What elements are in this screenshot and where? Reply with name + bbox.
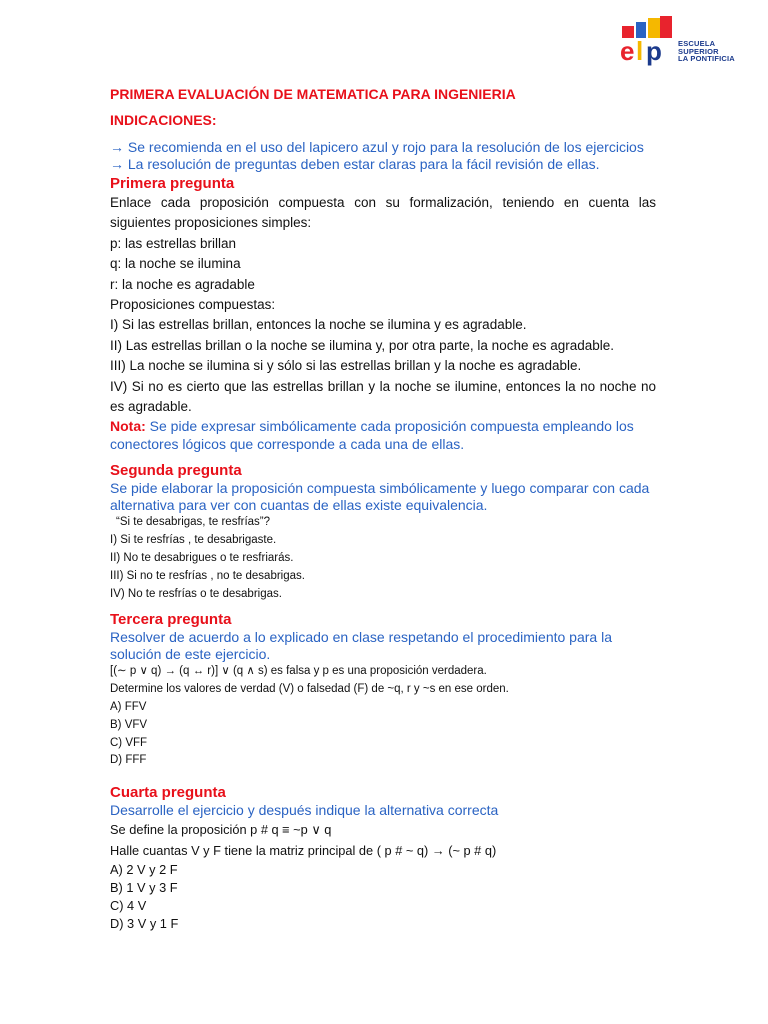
q4-halle: Halle cuantas V y F tiene la matriz principal de ( p # ~ q) → (~ p # q) bbox=[110, 843, 497, 859]
indicaciones-label: INDICACIONES: bbox=[110, 112, 217, 128]
q4-option: C) 4 V bbox=[110, 898, 147, 914]
q3-instruction: Resolver de acuerdo a lo explicado en clase respetando el procedimiento para la solución de este ejercicio. bbox=[110, 629, 612, 663]
q3-determine: Determine los valores de verdad (V) o falsedad (F) de ~q, r y ~s en ese orden. bbox=[110, 683, 509, 696]
q2-instruction: Se pide elaborar la proposición compuesta simbólicamente y luego comparar con cada alternativa para ver con cuantas de ellas existe equivalencia. bbox=[110, 480, 650, 514]
q1-simple: r: la noche es agradable bbox=[110, 276, 255, 292]
q1-compuestas-label: Proposiciones compuestas: bbox=[110, 297, 276, 313]
q1-simple: p: las estrellas brillan bbox=[110, 235, 237, 251]
q1-compuesta: II) Las estrellas brillan o la noche se ilumina y, por otra parte, la noche es agradable. bbox=[110, 337, 615, 353]
svg-text:l: l bbox=[636, 36, 644, 66]
logo-wordmark bbox=[678, 40, 735, 63]
nota-text: Se pide expresar simbólicamente cada proposición compuesta empleando los conectores lógicos que corresponde a cada una de ellas. bbox=[110, 418, 634, 453]
q1-compuesta: I) Si las estrellas brillan, entonces la noche se ilumina y es agradable. bbox=[110, 317, 527, 333]
svg-text:p: p bbox=[646, 36, 662, 66]
q4-option: D) 3 V y 1 F bbox=[110, 916, 179, 932]
q1-simple: q: la noche se ilumina bbox=[110, 256, 241, 272]
q3-option: D) FFF bbox=[110, 754, 147, 767]
q3-option: C) VFF bbox=[110, 736, 148, 749]
q4-define: Se define la proposición p # q ≡ ~p ∨ q bbox=[110, 822, 332, 838]
q4-instruction: Desarrolle el ejercicio y después indique la alternativa correcta bbox=[110, 802, 499, 819]
q1-nota bbox=[110, 417, 656, 453]
page-title: PRIMERA EVALUACIÓN DE MATEMATICA PARA INGENIERIA bbox=[110, 86, 516, 102]
q2-heading: Segunda pregunta bbox=[110, 462, 242, 480]
q3-formula: [(∼ p ∨ q) → (q ↔ r)] ∨ (q ∧ s) es falsa y p es una proposición verdadera. bbox=[110, 665, 487, 678]
logo-line-3: LA PONTIFICIA bbox=[678, 54, 735, 63]
q1-compuesta: III) La noche se ilumina si y sólo si las estrellas brillan y la noche es agradable. bbox=[110, 358, 582, 374]
logo-line-2: SUPERIOR bbox=[678, 46, 719, 56]
q3-option: A) FFV bbox=[110, 701, 147, 714]
q2-option: III) Si no te resfrías , no te desabrigas. bbox=[110, 569, 305, 582]
document-body bbox=[110, 84, 656, 933]
nota-label: Nota: bbox=[110, 418, 146, 435]
q4-option: B) 1 V y 3 F bbox=[110, 879, 178, 895]
q3-heading: Tercera pregunta bbox=[110, 611, 232, 629]
q1-intro: Enlace cada proposición compuesta con su formalización, teniendo en cuenta las siguientes proposiciones simples: bbox=[110, 195, 656, 231]
q2-statement: “Si te desabrigas, te resfrías”? bbox=[116, 516, 271, 529]
indicaciones-list bbox=[110, 139, 656, 173]
q2-option: IV) No te resfrías o te desabrigas. bbox=[110, 587, 282, 600]
indicacion-item: → Se recomienda en el uso del lapicero azul y rojo para la resolución de los ejercicios bbox=[110, 139, 644, 155]
svg-text:e: e bbox=[620, 36, 635, 66]
q2-option: II) No te desabrigues o te resfriarás. bbox=[110, 552, 294, 565]
indicacion-item: → La resolución de preguntas deben estar claras para la fácil revisión de ellas. bbox=[110, 156, 600, 172]
q4-heading: Cuarta pregunta bbox=[110, 784, 226, 802]
q2-option: I) Si te resfrías , te desabrigaste. bbox=[110, 534, 277, 547]
q1-heading: Primera pregunta bbox=[110, 175, 235, 192]
q4-option: A) 2 V y 2 F bbox=[110, 861, 178, 877]
q1-compuesta: IV) Si no es cierto que las estrellas brillan y la noche se ilumine, entonces la no noche no es agradable. bbox=[110, 378, 656, 415]
q3-option: B) VFV bbox=[110, 718, 148, 731]
logo-line-1: ESCUELA bbox=[678, 39, 716, 48]
